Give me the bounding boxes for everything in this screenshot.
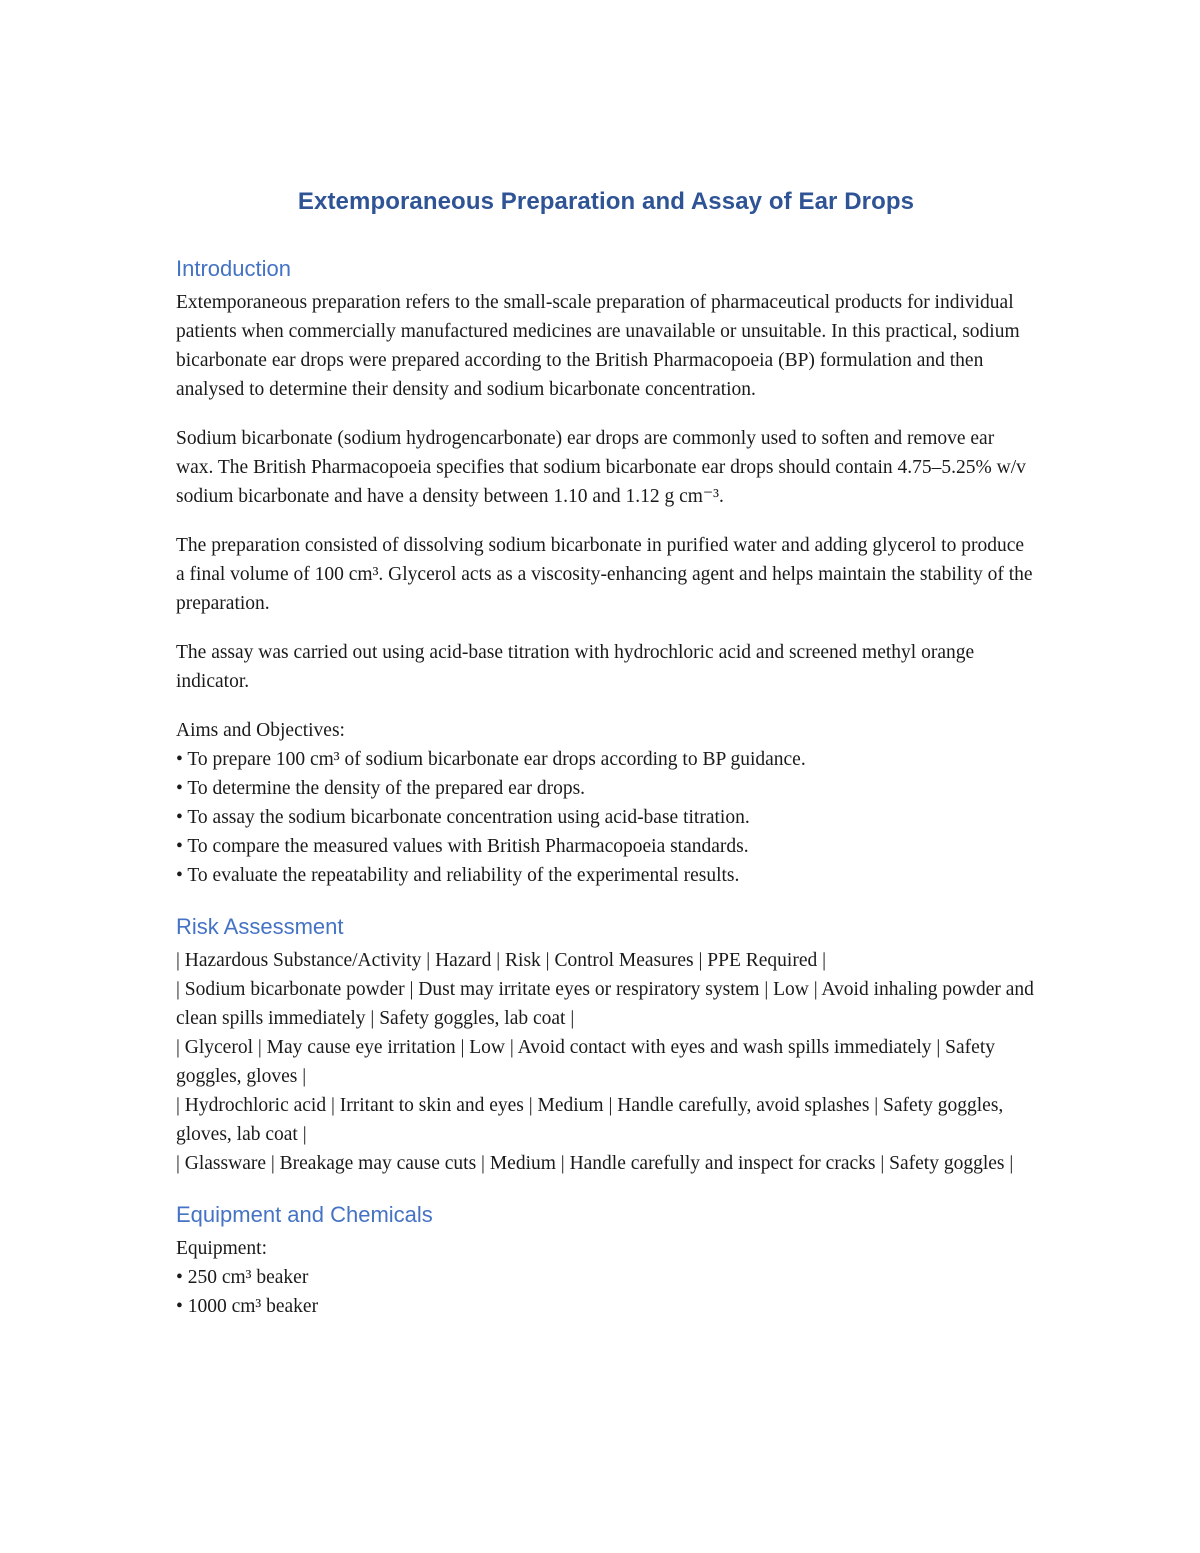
equipment-item: • 250 cm³ beaker xyxy=(176,1263,1036,1292)
aim-item: • To prepare 100 cm³ of sodium bicarbonate ear drops according to BP guidance. xyxy=(176,745,1036,774)
equipment-list xyxy=(176,1263,1036,1321)
aim-item: • To assay the sodium bicarbonate concentration using acid-base titration. xyxy=(176,803,1036,832)
aim-item: • To compare the measured values with British Pharmacopoeia standards. xyxy=(176,832,1036,861)
risk-table-text xyxy=(176,946,1036,1178)
intro-paragraph-2: Sodium bicarbonate (sodium hydrogencarbonate) ear drops are commonly used to soften and remove ear wax. The British Pharmacopoeia specifies that sodium bicarbonate ear drops should contain 4.75–5.25% w/v sodium bicarbonate and have a density between 1.10 and 1.12 g cm⁻³. xyxy=(176,428,1026,507)
risk-row: | Glycerol | May cause eye irritation | Low | Avoid contact with eyes and wash spills immediately | Safety goggles, gloves | xyxy=(176,1037,995,1087)
document-page xyxy=(176,188,1036,1343)
intro-paragraph-3: The preparation consisted of dissolving sodium bicarbonate in purified water and adding glycerol to produce a final volume of 100 cm³. Glycerol acts as a viscosity-enhancing agent and helps maintain the stability of the preparation. xyxy=(176,535,1033,614)
risk-row-header: | Hazardous Substance/Activity | Hazard | Risk | Control Measures | PPE Required | xyxy=(176,950,827,971)
intro-paragraph-1: Extemporaneous preparation refers to the small-scale preparation of pharmaceutical products for individual patients when commercially manufactured medicines are unavailable or unsuitable. In this practical, sodium bicarbonate ear drops were prepared according to the British Pharmacopoeia (BP) formulation and then analysed to determine their density and sodium bicarbonate concentration. xyxy=(176,292,1020,400)
risk-row: | Sodium bicarbonate powder | Dust may irritate eyes or respiratory system | Low | Avoid inhaling powder and clean spills immediately | Safety goggles, lab coat | xyxy=(176,979,1034,1029)
equipment-label: Equipment: xyxy=(176,1238,267,1259)
risk-row: | Hydrochloric acid | Irritant to skin and eyes | Medium | Handle carefully, avoid splashes | Safety goggles, gloves, lab coat | xyxy=(176,1095,1004,1145)
risk-assessment-heading: Risk Assessment xyxy=(176,914,344,939)
equipment-heading: Equipment and Chemicals xyxy=(176,1202,433,1227)
introduction-heading: Introduction xyxy=(176,256,291,281)
aims-label: Aims and Objectives: xyxy=(176,720,345,741)
equipment-item: • 1000 cm³ beaker xyxy=(176,1292,1036,1321)
intro-paragraph-4: The assay was carried out using acid-base titration with hydrochloric acid and screened methyl orange indicator. xyxy=(176,642,975,692)
aim-item: • To evaluate the repeatability and reliability of the experimental results. xyxy=(176,861,1036,890)
document-title: Extemporaneous Preparation and Assay of Ear Drops xyxy=(297,188,915,215)
risk-row: | Glassware | Breakage may cause cuts | Medium | Handle carefully and inspect for cracks | Safety goggles | xyxy=(176,1153,1014,1174)
aim-item: • To determine the density of the prepared ear drops. xyxy=(176,774,1036,803)
aims-list xyxy=(176,745,1036,890)
